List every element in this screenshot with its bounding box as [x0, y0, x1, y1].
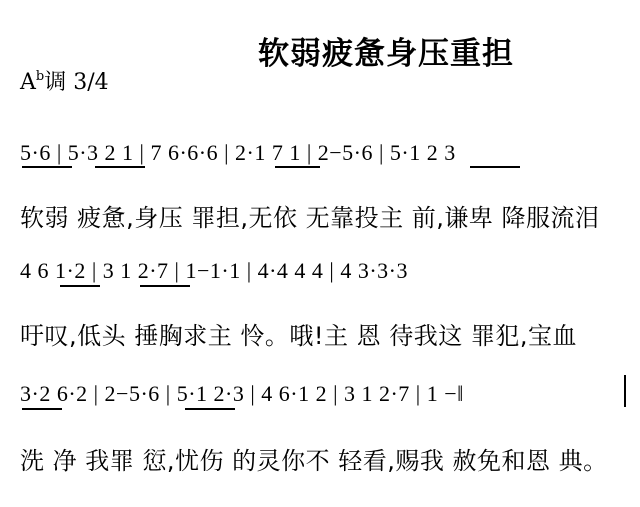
beam: [22, 166, 72, 168]
notes-line-2: 4 6 1·2 | 3 1 2·7 | 1−1·1 | 4·4 4 4 | 4 3·3·3: [20, 258, 408, 283]
beam: [470, 166, 520, 168]
key-letter: A: [20, 70, 36, 95]
key-flat: b: [35, 69, 45, 84]
beam: [140, 285, 190, 287]
key-signature: [20, 65, 109, 96]
key-time: 调 3/4: [44, 70, 109, 95]
beam: [275, 166, 320, 168]
lyrics-line-1: 软弱 疲惫,身压 罪担,无依 无靠投主 前,谦卑 降服流泪: [20, 204, 600, 232]
song-title: 软弱疲惫身压重担: [258, 36, 514, 72]
lyrics-line-3: 洗 净 我罪 愆,忧伤 的灵你不 轻看,赐我 赦免和恩 典。: [20, 447, 608, 475]
beam: [22, 408, 62, 410]
beam: [95, 166, 145, 168]
lyrics-line-2: 吁叹,低头 捶胸求主 怜。哦!主 恩 待我这 罪犯,宝血: [20, 322, 578, 350]
notes-line-1: 5·6 | 5·3 2 1 | 7 6·6·6 | 2·1 7 1 | 2−5·6 | 5·1 2 3: [20, 140, 456, 165]
final-barline: [624, 375, 626, 407]
beam: [185, 408, 235, 410]
notes-line-3: 3·2 6·2 | 2−5·6 | 5·1 2·3 | 4 6·1 2 | 3 1 2·7 | 1 −‖: [20, 381, 464, 406]
beam: [60, 285, 100, 287]
